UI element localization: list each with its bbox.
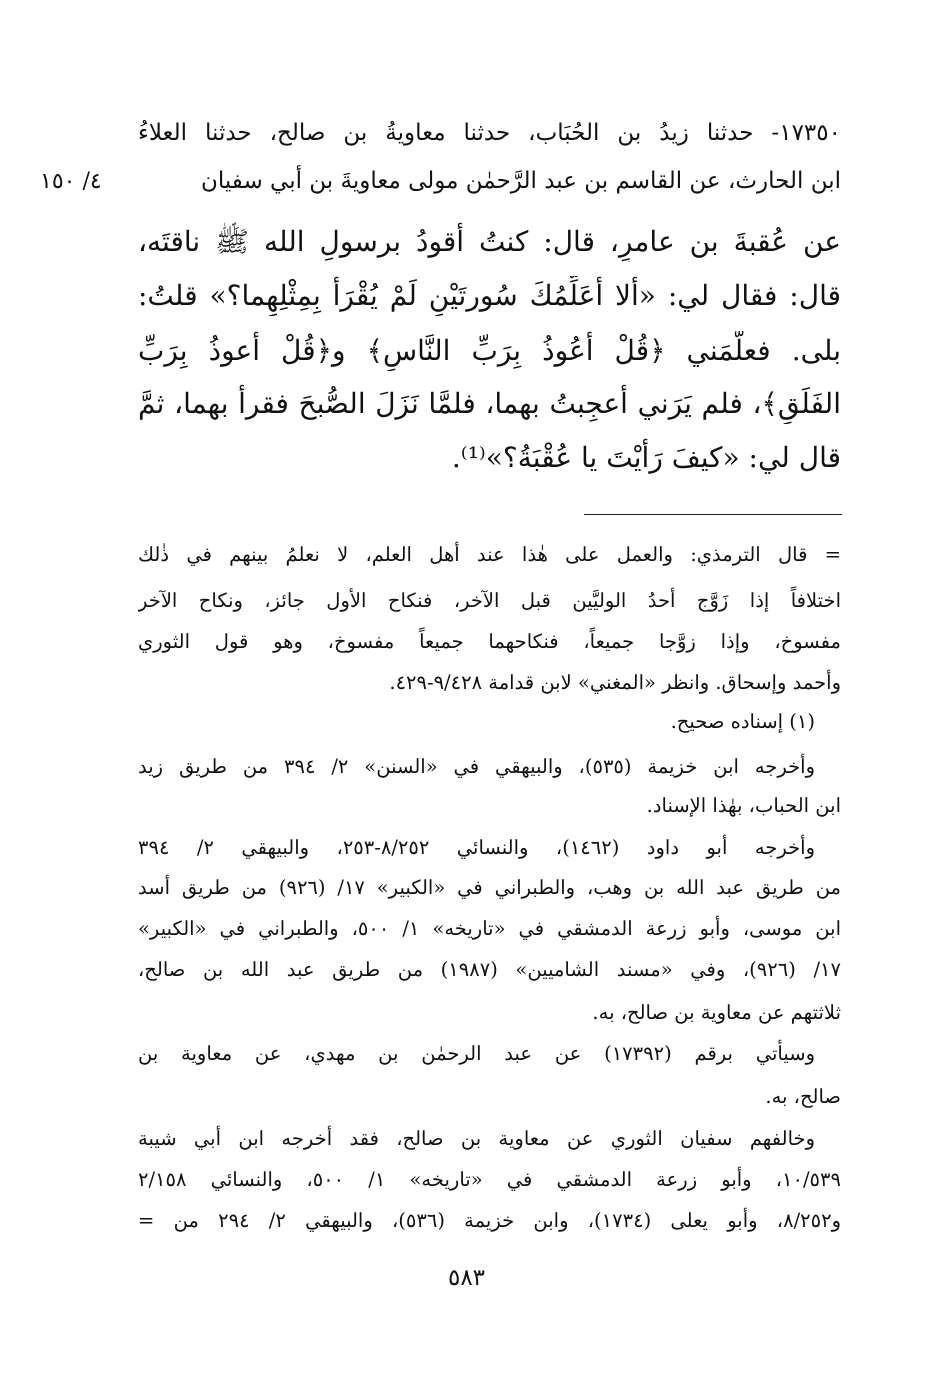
footnote-separator bbox=[584, 514, 842, 515]
footnote-line: اختلافاً إذا زَوَّج أحدُ الوليَّين قبل الآخر، فنكاح الأول جائز، ونكاح الآخر bbox=[138, 589, 841, 612]
footnote-line: ابن موسى، وأبو زرعة الدمشقي في «تاريخه» ١/ ٥٠٠، والطبراني في «الكبير» bbox=[138, 917, 841, 940]
footnote-line: صالح، به. bbox=[765, 1085, 841, 1108]
footnote-line: ١٠/٥٣٩، وأبو زرعة الدمشقي في «تاريخه» ١/ ٥٠٠، والنسائي ٢/١٥٨ bbox=[138, 1168, 841, 1191]
page-number: ٥٨٣ bbox=[447, 1265, 486, 1291]
footnote-line: وسيأتي برقم (١٧٣٩٢) عن عبد الرحمٰن بن مهدي، عن معاوية بن bbox=[138, 1042, 815, 1065]
hadith-matn-line-1: عن عُقبةَ بن عامرٍ، قال: كنتُ أَقودُ برسولِ الله ﷺ ناقتَه، bbox=[138, 225, 841, 258]
footnote-line: ابن الحباب، بهٰذا الإسناد. bbox=[646, 794, 841, 817]
footnote-line: وأحمد وإسحاق. وانظر «المغني» لابن قدامة ٩/٤٢٨-٤٢٩. bbox=[389, 671, 841, 694]
hadith-isnad-line-1: ١٧٣٥٠- حدثنا زيدُ بن الحُبَاب، حدثنا معاويةُ بن صالح، حدثنا العلاءُ bbox=[138, 120, 841, 146]
footnote-line: = قال الترمذي: والعمل على هٰذا عند أهل العلم، لا نعلمُ بينهم في ذٰلك bbox=[138, 543, 841, 566]
footnote-line: وأخرجه أبو داود (١٤٦٢)، والنسائي ٨/٢٥٢-٢٥٣، والبيهقي ٢/ ٣٩٤ bbox=[138, 836, 815, 859]
hadith-matn-line-2: قال: فقال لي: «ألا أُعَلِّمُكَ سُورتَيْنِ لَمْ يُقْرَأْ بِمِثْلِهِما؟» قلتُ: bbox=[138, 279, 841, 312]
footnote-line: ١٧/ (٩٢٦)، وفي «مسند الشاميين» (١٩٨٧) من طريق عبد الله بن صالح، bbox=[138, 958, 841, 981]
footnote-line: و٨/٢٥٢، وأبو يعلى (١٧٣٤)، وابن خزيمة (٥٣٦)، والبيهقي ٢/ ٢٩٤ من = bbox=[138, 1209, 841, 1232]
footnote-marker-1: (١) إسناده صحيح. bbox=[670, 710, 815, 733]
footnote-line: ثلاثتهم عن معاوية بن صالح، به. bbox=[592, 1001, 841, 1024]
footnote-line: وخالفهم سفيان الثوري عن معاوية بن صالح، فقد أخرجه ابن أبي شيبة bbox=[138, 1127, 815, 1150]
hadith-isnad-line-2: ابن الحارث، عن القاسم بن عبد الرَّحمٰن مولى معاويةَ بن أبي سفيان bbox=[200, 168, 841, 194]
footnote-line: وأخرجه ابن خزيمة (٥٣٥)، والبيهقي في «السنن» ٢/ ٣٩٤ من طريق زيد bbox=[138, 755, 815, 778]
footnote-line: مفسوخ، وإذا زوَّجا جميعاً، فنكاحهما جميعاً مفسوخ، وهو قول الثوري bbox=[138, 630, 841, 653]
volume-page-reference: ٤/ ١٥٠ bbox=[40, 169, 102, 194]
hadith-matn-line-3: بلى. فعلَّمَني ﴿قُلْ أَعُوذُ بِرَبِّ النَّاسِ﴾ و﴿قُلْ أعوذُ بِرَبِّ bbox=[138, 334, 841, 367]
hadith-matn-line-5: قال لي: «كيفَ رَأَيْتَ يا عُقْبَةُ؟»⁽¹⁾. bbox=[451, 441, 841, 474]
footnote-line: من طريق عبد الله بن وهب، والطبراني في «الكبير» ١٧/ (٩٢٦) من طريق أسد bbox=[138, 876, 841, 899]
hadith-matn-line-4: الفَلَقِ﴾، فلم يَرَني أُعجِبتُ بهما، فلمَّا نَزَلَ الصُّبحَ فقرأَ بهما، ثمَّ bbox=[138, 387, 841, 420]
